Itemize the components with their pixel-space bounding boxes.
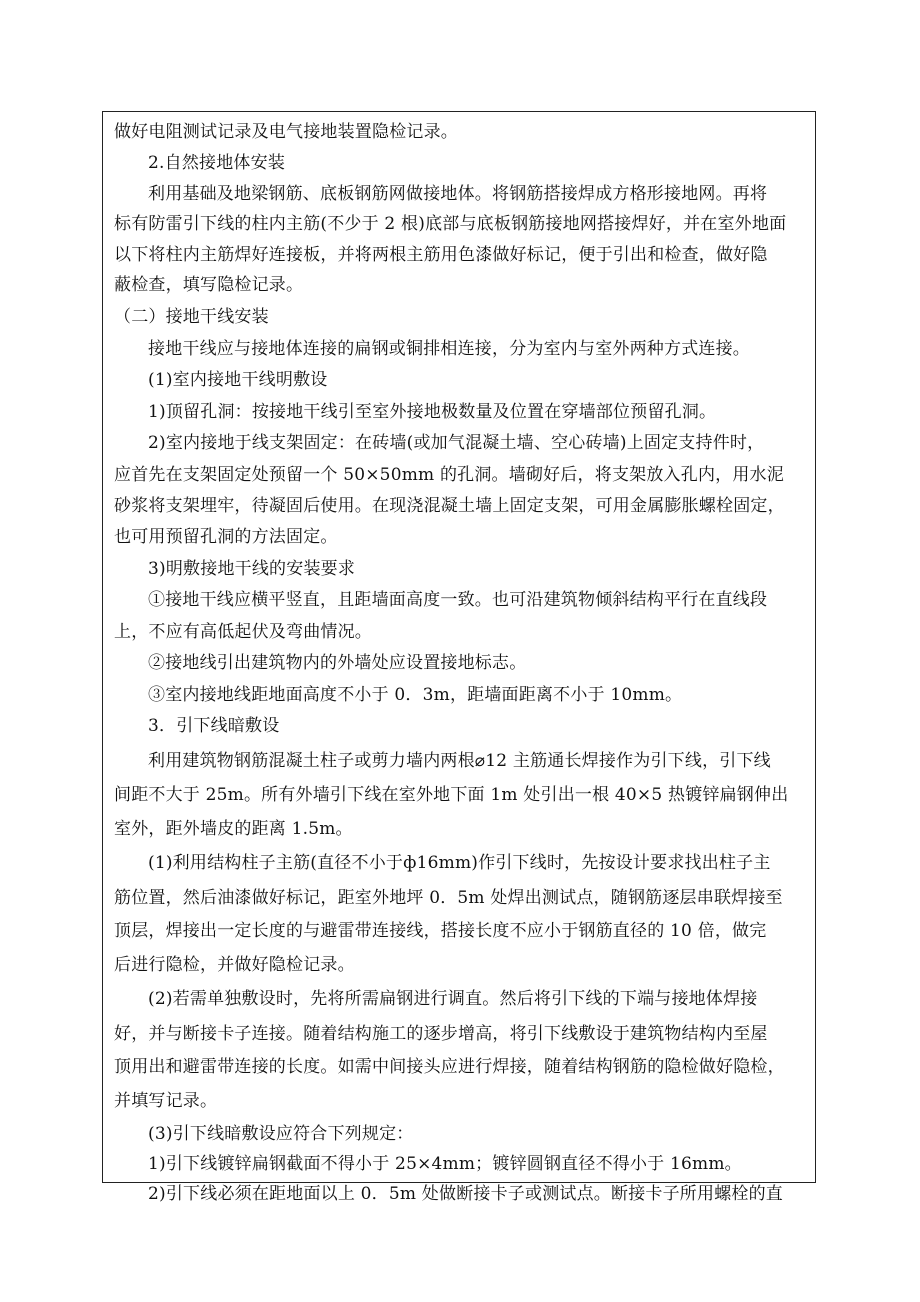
text-line: 间距不大于 25m。所有外墙引下线在室外地下面 1m 处引出一根 40×5 热镀锌扁钢伸出 (114, 785, 789, 805)
text-line: 蔽检查，填写隐检记录。 (114, 275, 304, 295)
text-line: 标有防雷引下线的柱内主筋(不少于 2 根)底部与底板钢筋接地网搭接焊好，并在室外地面 (114, 214, 787, 234)
text-line: 利用建筑物钢筋混凝土柱子或剪力墙内两根⌀12 主筋通长焊接作为引下线，引下线 (148, 751, 771, 771)
text-line: 1)顶留孔洞：按接地干线引至室外接地极数量及位置在穿墙部位预留孔洞。 (148, 402, 717, 422)
text-line: 2)引下线必须在距地面以上 0．5m 处做断接卡子或测试点。断接卡子所用螺栓的直 (148, 1184, 784, 1204)
text-line: 好，并与断接卡子连接。随着结构施工的逐步增高，将引下线敷设于建筑物结构内至屋 (114, 1024, 768, 1044)
section-heading: （二）接地干线安装 (114, 307, 269, 327)
section-heading: 2.自然接地体安装 (148, 153, 286, 173)
subsection-heading: (1)室内接地干线明敷设 (148, 370, 328, 390)
section-heading: 3．引下线暗敷设 (148, 716, 280, 736)
text-line: 上，不应有高低起伏及弯曲情况。 (114, 622, 372, 642)
text-line: 接地干线应与接地体连接的扁钢或铜排相连接，分为室内与室外两种方式连接。 (148, 339, 750, 359)
text-line: ①接地干线应横平竖直，且距墙面高度一致。也可沿建筑物倾斜结构平行在直线段 (148, 590, 768, 610)
text-line: 筋位置，然后油漆做好标记，距室外地坪 0．5m 处焊出测试点，随钢筋逐层串联焊接至 (114, 888, 783, 908)
text-line: 1)引下线镀锌扁钢截面不得小于 25×4mm；镀锌圆钢直径不得小于 16mm。 (148, 1154, 742, 1174)
document-table-cell (102, 111, 816, 1204)
text-line: (2)若需单独敷设时，先将所需扁钢进行调直。然后将引下线的下端与接地体焊接 (148, 989, 758, 1009)
text-line: ③室内接地线距地面高度不小于 0．3m，距墙面距离不小于 10mm。 (148, 685, 683, 705)
text-line: 以下将柱内主筋焊好连接板，并将两根主筋用色漆做好标记，便于引出和检查，做好隐 (114, 245, 768, 265)
text-line: ②接地线引出建筑物内的外墙处应设置接地标志。 (148, 653, 527, 673)
text-line: 2)室内接地于线支架固定：在砖墙(或加气混凝土墙、空心砖墙)上固定支持件时， (148, 433, 765, 453)
text-line: 也可用预留孔洞的方法固定。 (114, 527, 338, 547)
text-line: 砂浆将支架埋牢，待凝固后使用。在现浇混凝土墙上固定支架，可用金属膨胀螺栓固定， (114, 496, 785, 516)
text-line: 做好电阻测试记录及电气接地装置隐检记录。 (114, 122, 458, 142)
text-line: 顶用出和避雷带连接的长度。如需中间接头应进行焊接，随着结构钢筋的隐检做好隐检， (114, 1057, 785, 1077)
text-line: 室外，距外墙皮的距离 1.5m。 (114, 819, 353, 839)
text-line: 后进行隐检，并做好隐检记录。 (114, 955, 355, 975)
text-line: 顶层，焊接出一定长度的与避雷带连接线，搭接长度不应小于钢筋直径的 10 倍，做完 (114, 921, 767, 941)
text-line: (1)利用结构柱子主筋(直径不小于ф16mm)作引下线时，先按设计要求找出柱子主 (148, 853, 771, 873)
text-line: 应首先在支架固定处预留一个 50×50mm 的孔洞。墙砌好后，将支架放入孔内，用水泥 (114, 465, 784, 485)
subsection-heading: (3)引下线暗敷设应符合下列规定： (148, 1124, 414, 1144)
text-line: 利用基础及地梁钢筋、底板钢筋网做接地体。将钢筋搭接焊成方格形接地网。再将 (148, 184, 768, 204)
subsection-heading: 3)明敷接地干线的安装要求 (148, 559, 356, 579)
text-line: 并填写记录。 (114, 1091, 218, 1111)
